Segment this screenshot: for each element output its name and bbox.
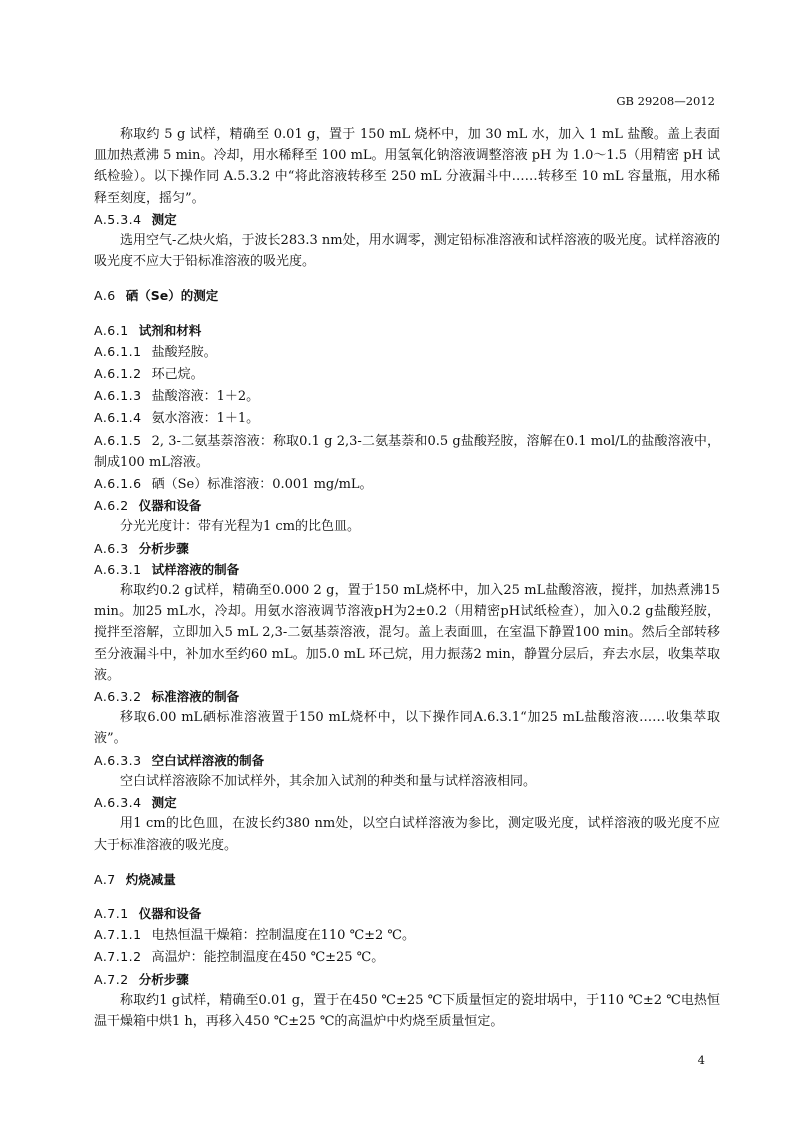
section-number: A.6.2	[94, 498, 129, 514]
section-title: 硒（Se）的测定	[125, 288, 219, 304]
section-heading	[94, 869, 720, 890]
clause-text: 环己烷。	[151, 367, 204, 383]
clause-item	[94, 363, 720, 385]
section-heading	[94, 903, 720, 924]
clause-item	[94, 430, 720, 473]
clause-item	[94, 385, 720, 407]
section-title: 分析步骤	[138, 540, 189, 556]
section-heading	[94, 285, 720, 306]
clause-number: A.6.1.3	[94, 388, 142, 404]
section-heading	[94, 495, 720, 516]
clause-item	[94, 946, 720, 968]
section-title: 试剂和材料	[138, 322, 202, 338]
section-heading	[94, 538, 720, 559]
section-heading	[94, 209, 720, 230]
standard-number: GB 29208—2012	[616, 94, 715, 108]
section-number: A.6.3.3	[94, 752, 142, 768]
paragraph: 用1 cm的比色皿，在波长约380 nm处，以空白试样溶液为参比，测定吸光度，试样溶液的吸光度不应大于标准溶液的吸光度。	[94, 816, 720, 853]
clause-text: 氨水溶液：1＋1。	[151, 411, 260, 427]
paragraph: 分光光度计：带有光程为1 cm的比色皿。	[120, 519, 361, 535]
page-number: 4	[697, 1053, 705, 1067]
section-title: 测定	[151, 211, 177, 227]
section-number: A.7.1	[94, 905, 129, 921]
section-heading	[94, 969, 720, 990]
clause-text: 硒（Se）标准溶液：0.001 mg/mL。	[151, 477, 373, 493]
section-heading	[94, 320, 720, 341]
section-title: 仪器和设备	[138, 498, 202, 514]
paragraph: 称取约1 g试样，精确至0.01 g，置于在450 ℃±25 ℃下质量恒定的瓷坩埚中，于110 ℃±2 ℃电热恒温干燥箱中烘1 h，再移入450 ℃±25 ℃的高温炉中灼烧至质量恒定。	[94, 992, 720, 1029]
section-number: A.6.3.1	[94, 561, 142, 577]
paragraph: 移取6.00 mL硒标准溶液置于150 mL烧杯中，以下操作同A.6.3.1“加25 mL盐酸溶液……收集萃取液”。	[94, 710, 720, 747]
paragraph: 称取约0.2 g试样，精确至0.000 2 g，置于150 mL烧杯中，加入25 mL盐酸溶液，搅拌，加热煮沸15 min。加25 mL水，冷却。用氨水溶液调节溶液pH为2±0.2（用精密pH试纸检查），加入0.2 g盐酸羟胺，搅拌至溶解，立即加入5 mL 2,3-二氨基萘溶液，混匀。盖上表面皿，在室温下静置100 min。然后全部转移至分液漏斗中，补加水至约60 mL。加5.0 mL 环己烷，用力振荡2 min，静置分层后，弃去水层，收集萃取液。	[94, 583, 720, 683]
clause-text: 2, 3-二氨基萘溶液：称取0.1 g 2,3-二氨基萘和0.5 g盐酸羟胺，溶解在0.1 mol/L的盐酸溶液中，制成100 mL溶液。	[94, 433, 720, 470]
clause-text: 电热恒温干燥箱：控制温度在110 ℃±2 ℃。	[151, 928, 415, 944]
section-title: 分析步骤	[138, 971, 189, 987]
clause-item	[94, 473, 720, 495]
section-number: A.6.3.2	[94, 689, 142, 705]
section-number: A.6.3.4	[94, 795, 142, 811]
section-number: A.7	[94, 871, 116, 887]
clause-item	[94, 924, 720, 946]
clause-number: A.7.1.2	[94, 949, 142, 965]
clause-text: 盐酸羟胺。	[151, 344, 217, 360]
section-title: 标准溶液的制备	[151, 689, 240, 705]
section-heading	[94, 750, 720, 771]
section-heading	[94, 792, 720, 813]
clause-number: A.6.1.5	[94, 432, 142, 448]
clause-text: 高温炉：能控制温度在450 ℃±25 ℃。	[151, 950, 385, 966]
clause-number: A.7.1.1	[94, 927, 142, 943]
section-number: A.6.3	[94, 540, 129, 556]
clause-item	[94, 407, 720, 429]
section-number: A.6	[94, 288, 116, 304]
paragraph: 称取约 5 g 试样，精确至 0.01 g，置于 150 mL 烧杯中，加 30 mL 水，加入 1 mL 盐酸。盖上表面皿加热煮沸 5 min。冷却，用水稀释至 100 mL。用氢氧化钠溶液调整溶液 pH 为 1.0～1.5（用精密 pH 试纸检验）。以下操作同 A.5.3.2 中“将此溶液转移至 250 mL 分液漏斗中……转移至 10 mL 容量瓶，用水稀释至刻度，摇匀”。	[94, 127, 720, 206]
clause-number: A.6.1.1	[94, 343, 142, 359]
clause-item	[94, 341, 720, 363]
paragraph: 空白试样溶液除不加试样外，其余加入试剂的种类和量与试样溶液相同。	[120, 773, 537, 789]
paragraph: 选用空气-乙炔火焰，于波长283.3 nm处，用水调零，测定铅标准溶液和试样溶液的吸光度。试样溶液的吸光度不应大于铅标准溶液的吸光度。	[94, 233, 720, 270]
section-number: A.6.1	[94, 322, 129, 338]
section-heading	[94, 559, 720, 580]
section-title: 空白试样溶液的制备	[151, 752, 265, 768]
clause-number: A.6.1.6	[94, 476, 142, 492]
section-title: 仪器和设备	[138, 905, 202, 921]
section-number: A.5.3.4	[94, 211, 142, 227]
clause-number: A.6.1.4	[94, 410, 142, 426]
section-number: A.7.2	[94, 971, 129, 987]
section-title: 灼烧减量	[125, 871, 176, 887]
clause-number: A.6.1.2	[94, 366, 142, 382]
clause-text: 盐酸溶液：1＋2。	[151, 389, 260, 405]
section-heading	[94, 686, 720, 707]
document-body	[94, 124, 720, 1032]
section-title: 试样溶液的制备	[151, 561, 240, 577]
section-title: 测定	[151, 795, 177, 811]
